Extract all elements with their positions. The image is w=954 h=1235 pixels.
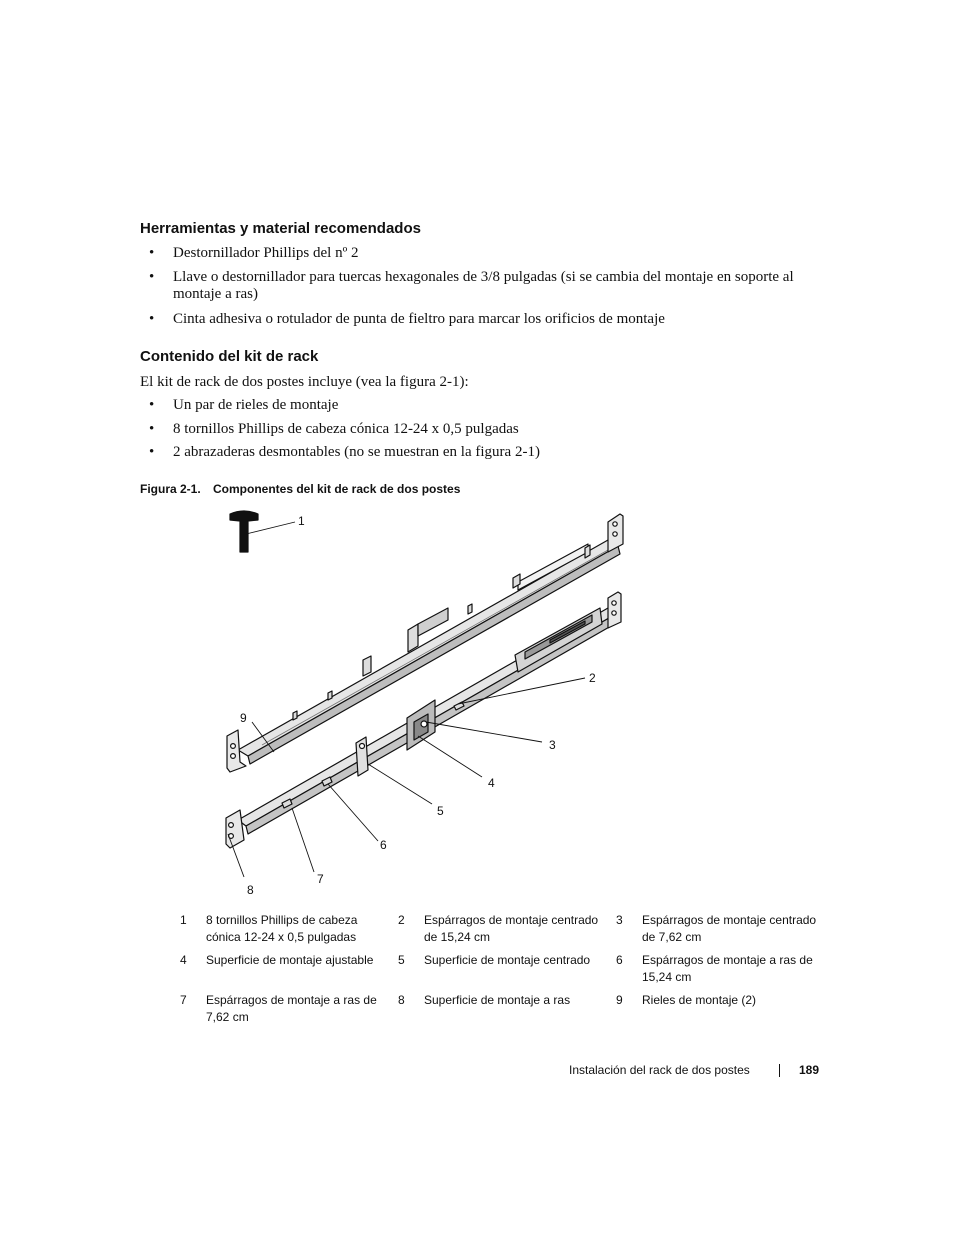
legend-number: 8 — [398, 993, 405, 1007]
legend-number: 6 — [616, 953, 623, 967]
callout-6: 6 — [380, 838, 387, 852]
list-item — [140, 397, 830, 414]
legend-text: Espárragos de montaje centrado de 15,24 cm — [424, 913, 599, 944]
figure-caption — [140, 482, 460, 496]
bullet: • — [149, 269, 155, 285]
figure-label: Figura 2-1. — [140, 482, 201, 496]
list-item — [140, 444, 830, 461]
kit-list — [140, 397, 830, 461]
rack-kit-figure — [200, 500, 650, 905]
page-number: 189 — [799, 1063, 820, 1077]
legend-text: 8 tornillos Phillips de cabeza cónica 12-24 x 0,5 pulgadas — [206, 913, 358, 944]
table-row — [172, 952, 826, 992]
legend-number: 1 — [180, 913, 187, 927]
screw-icon — [230, 511, 258, 552]
bullet: • — [149, 421, 155, 437]
callout-1: 1 — [298, 514, 305, 528]
list-item-text: Llave o destornillador para tuercas hexagonales de 3/8 pulgadas (si se cambia del montaje en soporte al montaje a ras) — [173, 269, 794, 302]
list-item — [140, 421, 830, 438]
figure-legend — [172, 912, 826, 1032]
table-row — [172, 912, 826, 952]
legend-number: 9 — [616, 993, 623, 1007]
list-item-text: Un par de rieles de montaje — [173, 397, 339, 413]
list-item-text: Destornillador Phillips del nº 2 — [173, 245, 359, 261]
rack-kit-illustration — [200, 500, 650, 905]
callout-5: 5 — [437, 804, 444, 818]
legend-text: Espárragos de montaje a ras de 15,24 cm — [642, 953, 813, 984]
callout-4: 4 — [488, 776, 495, 790]
table-row — [172, 992, 826, 1032]
legend-text: Superficie de montaje centrado — [424, 953, 591, 967]
callout-3: 3 — [549, 738, 556, 752]
section-heading-kit: Contenido del kit de rack — [140, 348, 319, 365]
list-item — [140, 245, 830, 262]
figure-title: Componentes del kit de rack de dos postes — [213, 482, 461, 496]
tools-list — [140, 245, 830, 328]
bullet: • — [149, 444, 155, 460]
footer-section-title: Instalación del rack de dos postes — [569, 1063, 750, 1077]
list-item-text: Cinta adhesiva o rotulador de punta de fieltro para marcar los orificios de montaje — [173, 311, 665, 327]
list-item — [140, 311, 830, 328]
legend-text: Espárragos de montaje a ras de 7,62 cm — [206, 993, 377, 1024]
legend-number: 7 — [180, 993, 187, 1007]
list-item — [140, 269, 830, 303]
legend-text: Superficie de montaje a ras — [424, 993, 571, 1007]
page-footer — [569, 1063, 820, 1077]
bullet: • — [149, 311, 155, 327]
callout-9: 9 — [240, 711, 247, 725]
section-heading-tools: Herramientas y material recomendados — [140, 220, 421, 237]
legend-number: 2 — [398, 913, 405, 927]
legend-number: 4 — [180, 953, 187, 967]
legend-number: 3 — [616, 913, 623, 927]
list-item-text: 8 tornillos Phillips de cabeza cónica 12-24 x 0,5 pulgadas — [173, 421, 519, 437]
kit-intro: El kit de rack de dos postes incluye (vea la figura 2-1): — [140, 374, 469, 390]
list-item-text: 2 abrazaderas desmontables (no se muestran en la figura 2-1) — [173, 444, 540, 460]
bullet: • — [149, 397, 155, 413]
callout-8: 8 — [247, 883, 254, 897]
callout-2: 2 — [589, 671, 596, 685]
footer-separator — [779, 1064, 780, 1077]
legend-text: Superficie de montaje ajustable — [206, 953, 374, 967]
callout-7: 7 — [317, 872, 324, 886]
legend-text: Espárragos de montaje centrado de 7,62 cm — [642, 913, 817, 944]
legend-number: 5 — [398, 953, 405, 967]
bullet: • — [149, 245, 155, 261]
legend-text: Rieles de montaje (2) — [642, 993, 757, 1007]
